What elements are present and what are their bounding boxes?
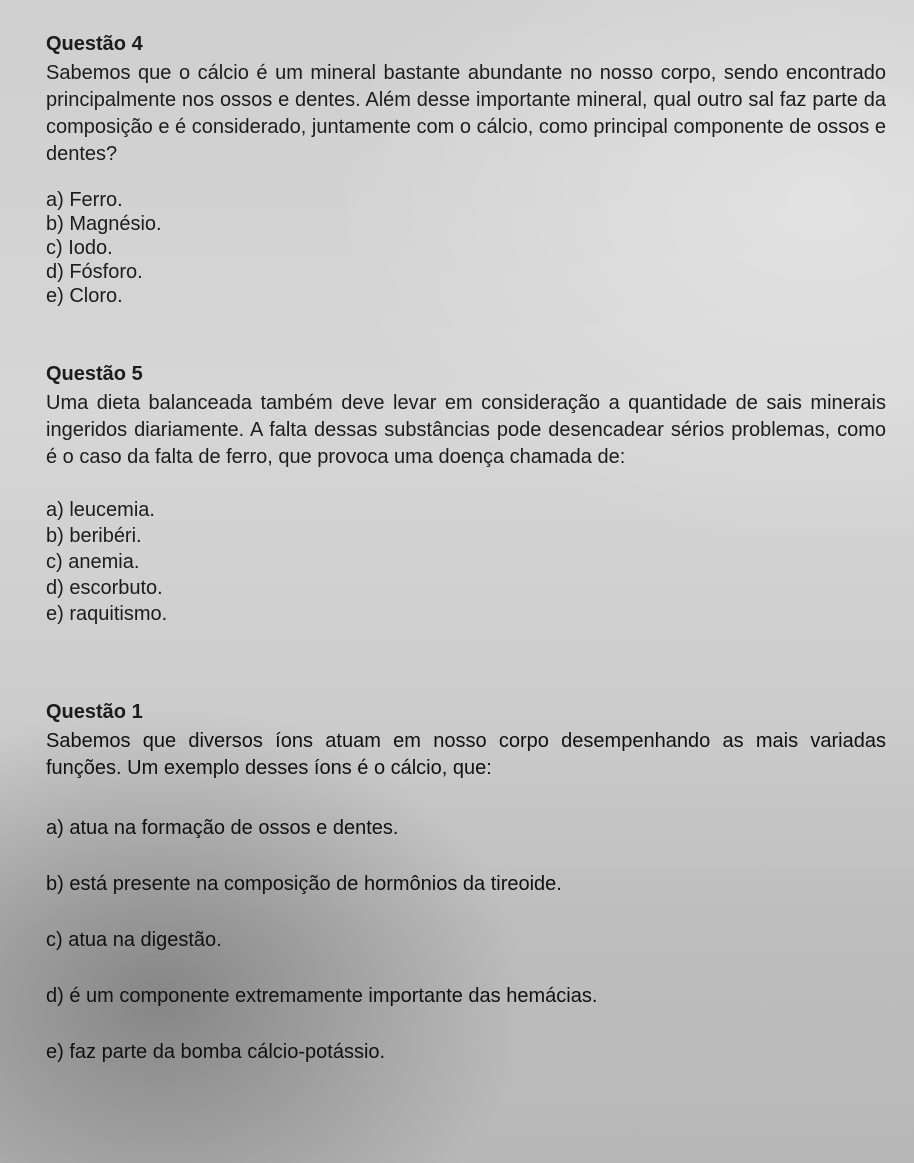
options-list: [46, 497, 886, 627]
question-title: Questão 1: [46, 701, 143, 723]
option-e: e) faz parte da bomba cálcio-potássio.: [46, 1041, 386, 1063]
question-title: Questão 4: [46, 33, 143, 55]
options-list: [46, 800, 886, 1080]
question-text: Sabemos que o cálcio é um mineral bastante abundante no nosso corpo, sendo encontrado principalmente nos ossos e dentes. Além desse importante mineral, qual outro sal faz parte da composição e é considerado, juntamente com o cálcio, como principal componente de ossos e dentes?: [46, 62, 886, 165]
option-a: a) atua na formação de ossos e dentes.: [46, 817, 399, 839]
question-text: Sabemos que diversos íons atuam em nosso corpo desempenhando as mais variadas funções. Um exemplo desses íons é o cálcio, que:: [46, 730, 886, 779]
option-c: c) atua na digestão.: [46, 929, 222, 951]
question-4: [46, 32, 886, 308]
option-b: b) beribéri.: [46, 525, 142, 547]
option-a: a) Ferro.: [46, 189, 123, 211]
option-d: d) Fósforo.: [46, 261, 143, 283]
option-e: e) raquitismo.: [46, 603, 168, 625]
options-list: [46, 188, 886, 308]
question-5: [46, 362, 886, 627]
option-b: b) está presente na composição de hormônios da tireoide.: [46, 873, 562, 895]
option-e: e) Cloro.: [46, 285, 123, 307]
option-c: c) anemia.: [46, 551, 140, 573]
option-d: d) escorbuto.: [46, 577, 163, 599]
question-title: Questão 5: [46, 363, 143, 385]
option-a: a) leucemia.: [46, 499, 155, 521]
question-1: [46, 700, 886, 1080]
question-text: Uma dieta balanceada também deve levar em consideração a quantidade de sais minerais ingeridos diariamente. A falta dessas substâncias pode desencadear sérios problemas, como é o caso da falta de ferro, que provoca uma doença chamada de:: [46, 392, 886, 468]
option-d: d) é um componente extremamente importante das hemácias.: [46, 985, 598, 1007]
option-b: b) Magnésio.: [46, 213, 162, 235]
option-c: c) Iodo.: [46, 237, 113, 259]
